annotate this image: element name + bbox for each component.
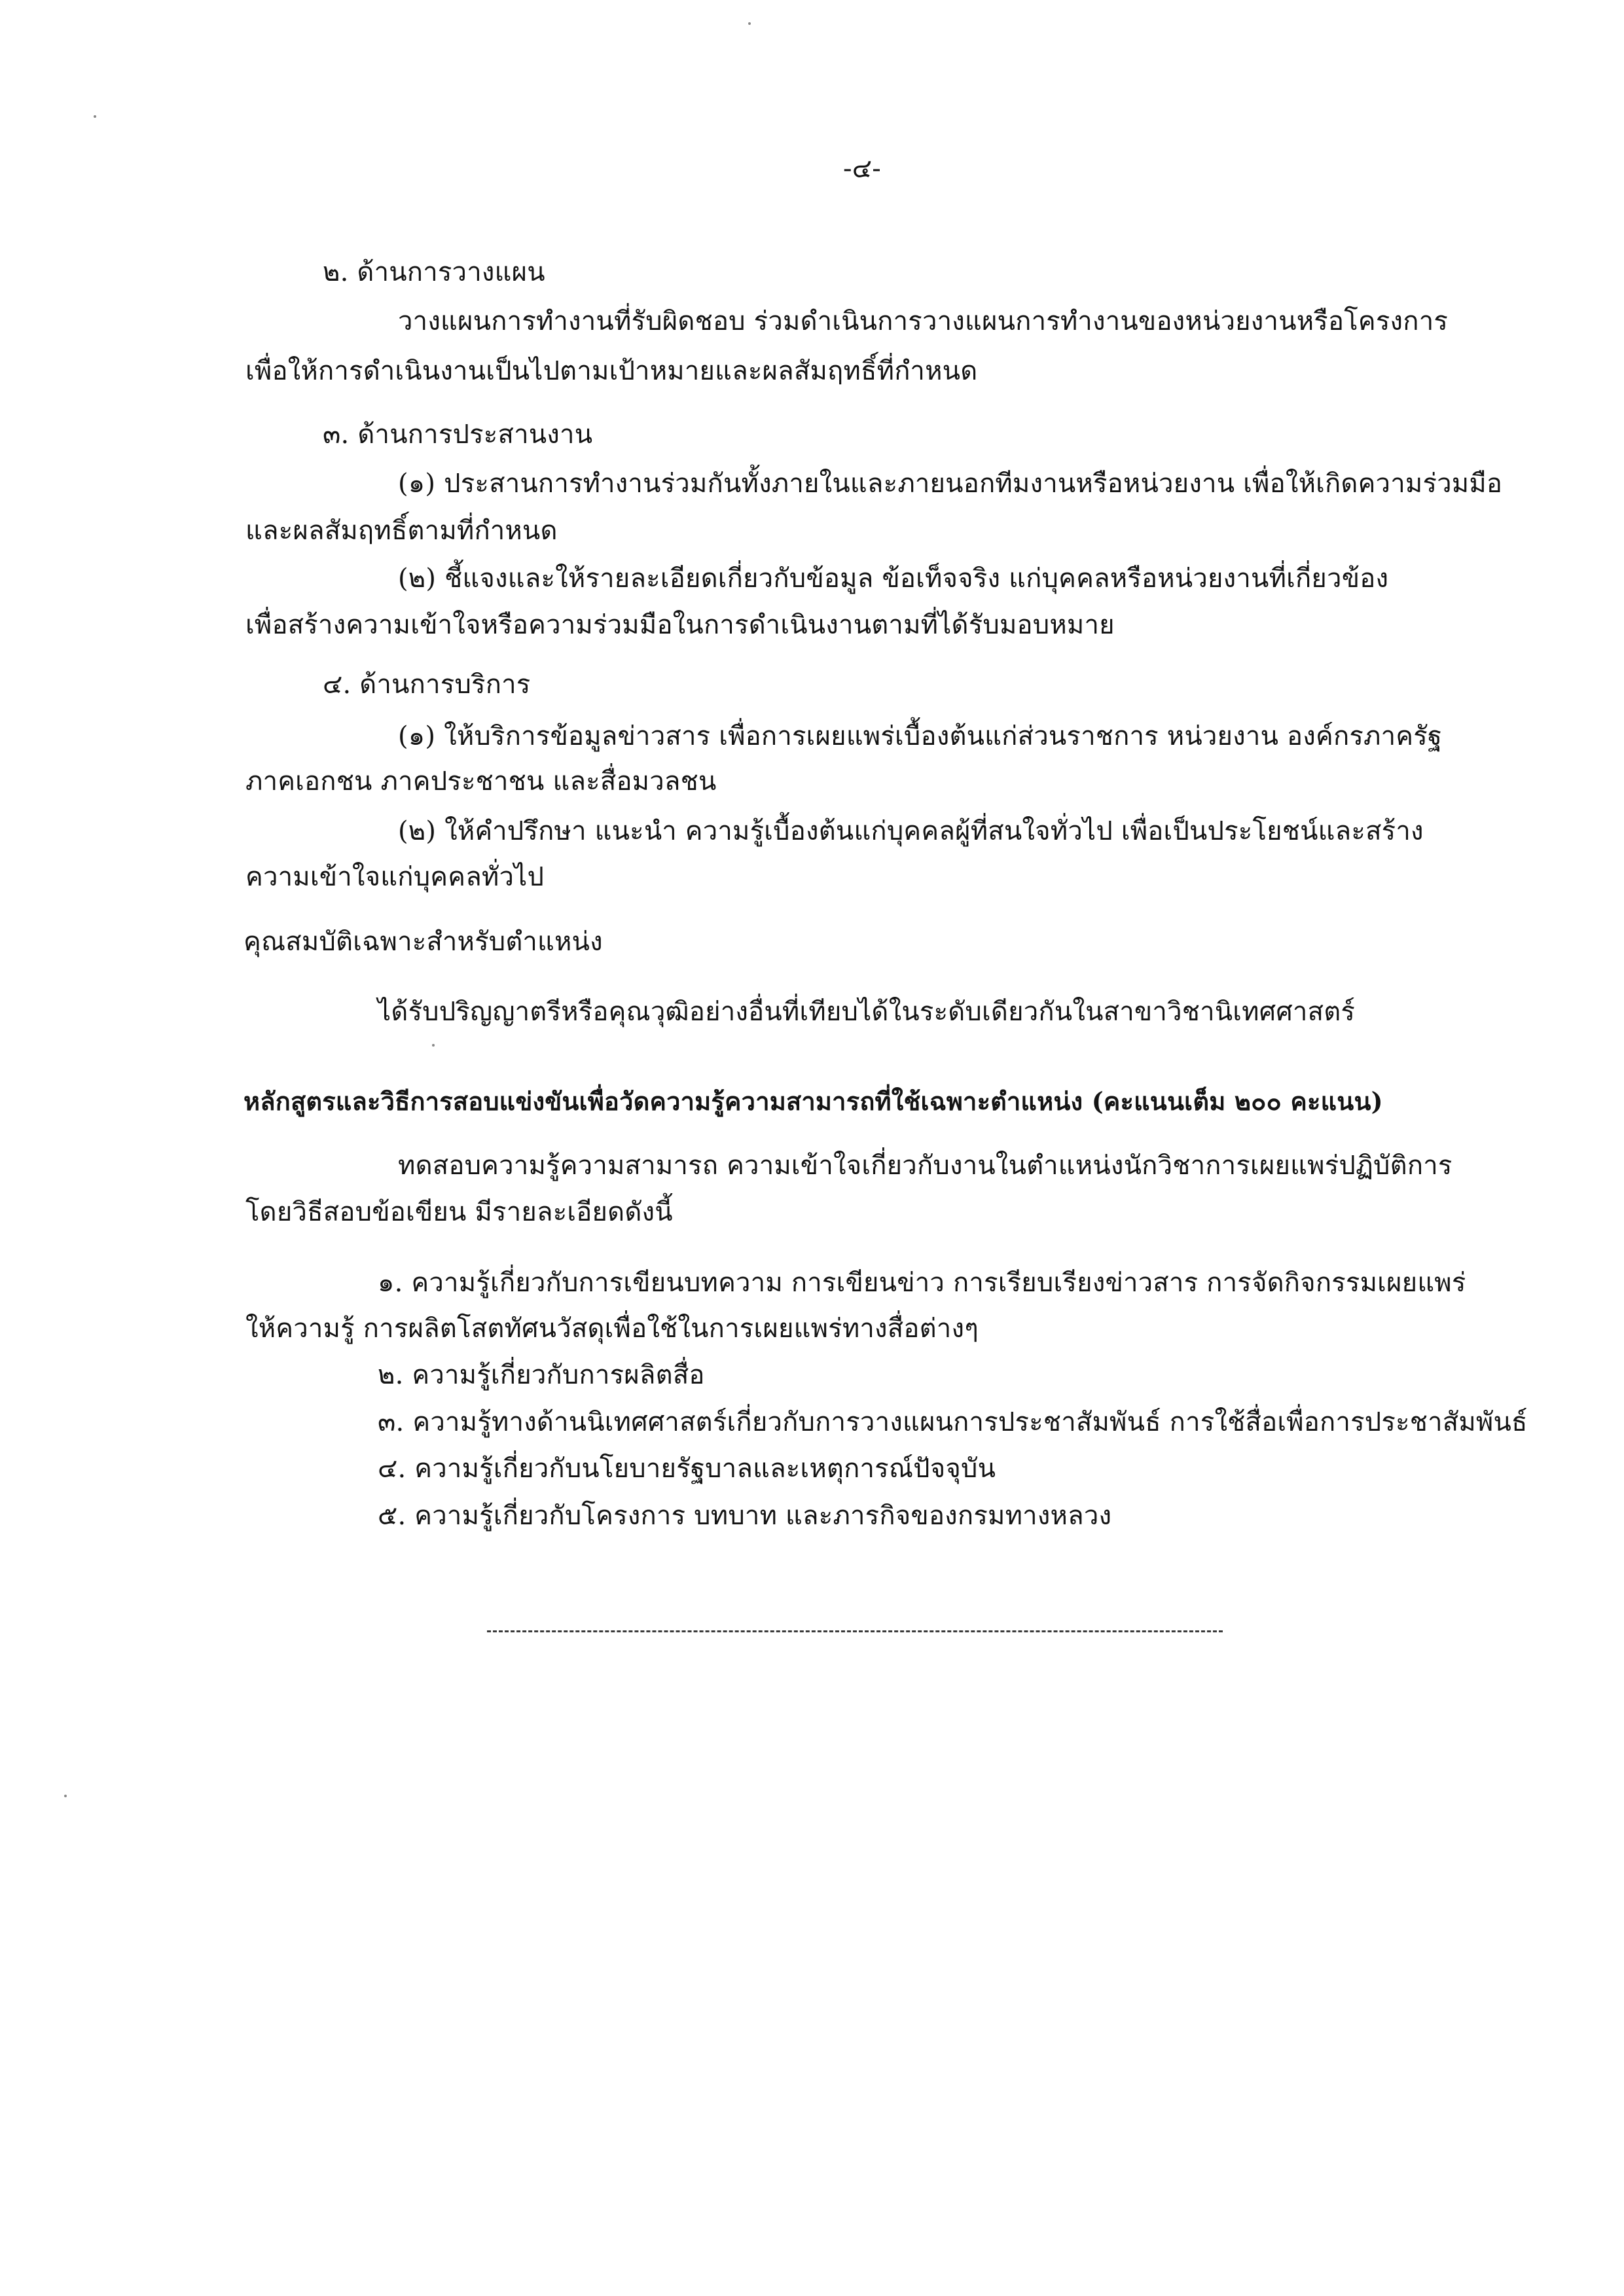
exam-text-line: โดยวิธีสอบข้อเขียน มีรายละเอียดดังนี้	[245, 1197, 673, 1227]
exam-item: ๑. ความรู้เกี่ยวกับการเขียนบทความ การเขียนข่าว การเรียบเรียงข่าวสาร การจัดกิจกรรมเผยแพร่	[378, 1268, 1466, 1298]
exam-item: ๒. ความรู้เกี่ยวกับการผลิตสื่อ	[378, 1360, 705, 1390]
service-text-line: ภาคเอกชน ภาคประชาชน และสื่อมวลชน	[245, 766, 717, 797]
coordination-text-line: (๑) ประสานการทำงานร่วมกันทั้งภายในและภายนอกทีมงานหรือหน่วยงาน เพื่อให้เกิดความร่วมมือ	[398, 469, 1503, 499]
exam-item: ๕. ความรู้เกี่ยวกับโครงการ บทบาท และภารกิจของกรมทางหลวง	[378, 1501, 1112, 1531]
page-number: -๔-	[843, 154, 881, 184]
section-heading-planning: ๒. ด้านการวางแผน	[323, 257, 545, 287]
section-heading-qualifications: คุณสมบัติเฉพาะสำหรับตำแหน่ง	[244, 927, 603, 957]
qualifications-text-line: ได้รับปริญญาตรีหรือคุณวุฒิอย่างอื่นที่เทียบได้ในระดับเดียวกันในสาขาวิชานิเทศศาสตร์	[378, 997, 1356, 1027]
scan-speck	[94, 115, 96, 118]
scan-speck	[432, 1044, 435, 1047]
planning-text-line: วางแผนการทำงานที่รับผิดชอบ ร่วมดำเนินการวางแผนการทำงานของหน่วยงานหรือโครงการ	[398, 306, 1449, 336]
scan-speck	[748, 22, 751, 25]
service-text-line: (๒) ให้คำปรึกษา แนะนำ ความรู้เบื้องต้นแก่บุคคลผู้ที่สนใจทั่วไป เพื่อเป็นประโยชน์และสร้าง	[398, 816, 1424, 846]
exam-text-line: ทดสอบความรู้ความสามารถ ความเข้าใจเกี่ยวกับงานในตำแหน่งนักวิชาการเผยแพร่ปฏิบัติการ	[398, 1151, 1453, 1181]
service-text-line: ความเข้าใจแก่บุคคลทั่วไป	[245, 862, 545, 892]
section-heading-exam: หลักสูตรและวิธีการสอบแข่งขันเพื่อวัดความรู้ความสามารถที่ใช้เฉพาะตำแหน่ง (คะแนนเต็ม ๒๐๐ คะแนน)	[244, 1086, 1383, 1116]
closing-dashed-rule	[487, 1630, 1223, 1632]
section-heading-coordination: ๓. ด้านการประสานงาน	[323, 420, 593, 450]
coordination-text-line: เพื่อสร้างความเข้าใจหรือความร่วมมือในการดำเนินงานตามที่ได้รับมอบหมาย	[245, 610, 1115, 640]
exam-item: ให้ความรู้ การผลิตโสตทัศนวัสดุเพื่อใช้ในการเผยแพร่ทางสื่อต่างๆ	[245, 1314, 979, 1344]
coordination-text-line: และผลสัมฤทธิ์ตามที่กำหนด	[245, 516, 558, 546]
service-text-line: (๑) ให้บริการข้อมูลข่าวสาร เพื่อการเผยแพร่เบื้องต้นแก่ส่วนราชการ หน่วยงาน องค์กรภาครัฐ	[398, 721, 1443, 751]
exam-item: ๔. ความรู้เกี่ยวกับนโยบายรัฐบาลและเหตุการณ์ปัจจุบัน	[378, 1454, 996, 1484]
scan-speck	[64, 1795, 67, 1797]
coordination-text-line: (๒) ชี้แจงและให้รายละเอียดเกี่ยวกับข้อมูล ข้อเท็จจริง แก่บุคคลหรือหน่วยงานที่เกี่ยวข้อง	[398, 564, 1389, 594]
planning-text-line: เพื่อให้การดำเนินงานเป็นไปตามเป้าหมายและผลสัมฤทธิ์ที่กำหนด	[245, 356, 978, 386]
section-heading-service: ๔. ด้านการบริการ	[323, 670, 531, 700]
exam-item: ๓. ความรู้ทางด้านนิเทศศาสตร์เกี่ยวกับการวางแผนการประชาสัมพันธ์ การใช้สื่อเพื่อการประชาสัมพันธ์	[378, 1407, 1528, 1437]
